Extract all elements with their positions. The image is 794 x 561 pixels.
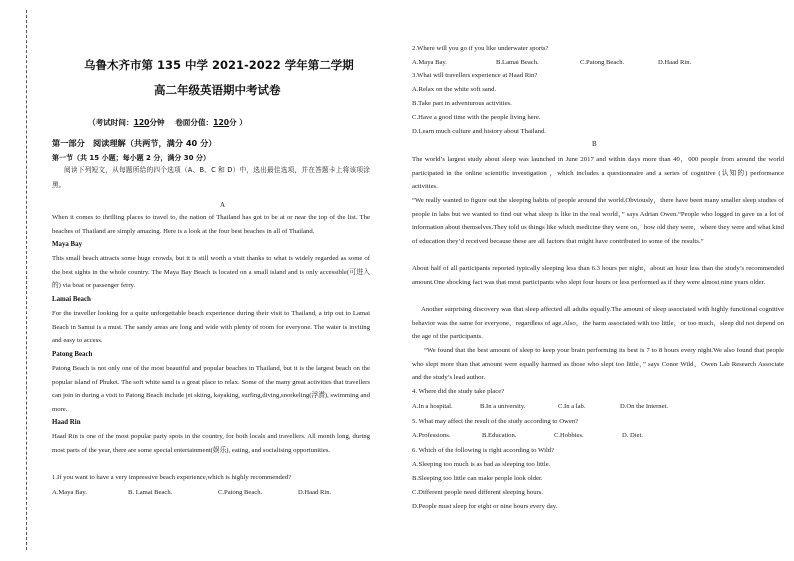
passage-a-intro: When it comes to thrilling places to travel to, the nation of Thailand has got to be at or near the top of the list. The beaches of Thailand are simply amazing. Here is a look at the four best beaches in all of Thailand.	[52, 214, 370, 235]
question-4-options	[412, 403, 668, 410]
question-6-stem: 6. Which of the following is right according to Wild?	[412, 447, 555, 454]
passage-b-paragraph-4: Another surprising discovery was that sleep affected all adults equally.The amount of sleep associated with highly functional cognitive behavior was the same for everyone，regardless of age.Also，the harm associated with too little，or too much，sleep did not depend on the age of the participants.	[412, 306, 784, 341]
question-4-stem: 4. Where did the study take place?	[412, 388, 505, 395]
question-3-option-c[interactable]: C.Have a good time with the people living here.	[412, 114, 541, 121]
question-5-stem: 5. What may affect the result of the study according to Owen?	[412, 418, 579, 425]
passage-b-paragraph-1: The world’s largest study about sleep was launched in June 2017 and within days more than 40，000 people from around the world participated in the online scientific investigation ，which includes a questionnaire and a series of cognitive (认知的) performance activities.	[412, 156, 784, 191]
part-title: 第一部分 阅读理解（共两节，满分 40 分）	[52, 138, 217, 148]
binding-dashed-line	[26, 10, 27, 550]
question-2-option-c[interactable]: C.Patong Beach.	[580, 59, 625, 66]
score-value: 120	[213, 118, 230, 127]
beach-text-patong: Patong Beach is not only one of the most beautiful and popular beaches in Thailand, but it is the largest beach on the popular island of Phuket. The soft white sand is a great place to relax. Some of the many great activities that travellers can join in during a visit to Patong Beach include jet skiing, kayaking, surfing,diving,snorkeling(浮潜), swimming and more.	[52, 365, 370, 414]
question-4-option-d[interactable]: D.On the Internet.	[620, 403, 668, 410]
sub-title: 第一节（共 15 小题；每小题 2 分，满分 30 分）	[52, 154, 210, 162]
beach-text-lamai: For the traveller looking for a quite unforgettable beach experience during their visit to Thailand, a trip out to Lamai Beach in Samui is a must. The sandy areas are long and wide with plenty of room for everyone. The water is inviting and easy to access.	[52, 310, 370, 345]
beach-heading-haad-rin: Haad Rin	[52, 419, 81, 426]
question-3-option-a[interactable]: A.Relax on the white soft sand.	[412, 86, 497, 93]
exam-time-unit: 分钟	[149, 118, 165, 127]
question-6-option-b[interactable]: B.Sleeping too little can make people look older.	[412, 475, 543, 482]
beach-text-haad-rin: Haad Rin is one of the most popular party spots in the country, for both locals and travellers. All month long, during most parts of the year, there are some special entertainment(娱乐), eating, and socialising opportunities.	[52, 433, 370, 454]
question-1-option-d[interactable]: D.Haad Rin.	[298, 489, 332, 496]
question-3-stem: 3.What will travellers experience at Haad Rin?	[412, 72, 538, 79]
exam-time-value: 120	[133, 118, 150, 127]
score-label: 卷面分值：	[175, 118, 214, 127]
exam-title-line2: 高二年级英语期中考试卷	[154, 83, 281, 97]
question-2-option-a[interactable]: A.Maya Bay.	[412, 59, 447, 66]
question-1-option-b[interactable]: B. Lamai Beach.	[128, 489, 173, 496]
question-5-option-d[interactable]: D. Diet.	[622, 432, 644, 439]
question-1-option-c[interactable]: C.Patong Beach.	[218, 489, 263, 496]
question-4-option-a[interactable]: A.In a hospital.	[412, 403, 453, 410]
question-5-option-b[interactable]: B.Education.	[482, 432, 517, 439]
question-5-option-a[interactable]: A.Professions.	[412, 432, 451, 439]
passage-b-label: B	[592, 140, 597, 148]
question-5-option-c[interactable]: C.Hobbies.	[554, 432, 584, 439]
score-unit: 分 ）	[229, 118, 247, 127]
beach-heading-maya-bay: Maya Bay	[52, 241, 83, 248]
exam-title-line1: 乌鲁木齐市第 135 中学 2021-2022 学年第二学期	[84, 58, 354, 72]
exam-info-line	[88, 117, 247, 128]
question-4-option-b[interactable]: B.In a university.	[480, 403, 526, 410]
question-3-option-d[interactable]: D.Learn much culture and history about Thailand.	[412, 128, 546, 135]
question-2-options	[412, 59, 691, 66]
binding-margin	[0, 0, 52, 561]
passage-a-label: A	[220, 201, 226, 209]
question-2-option-b[interactable]: B.Lamai Beach.	[496, 59, 539, 66]
question-1-stem: 1.If you want to have a very impressive beach experience,which is highly recommended?	[52, 474, 292, 481]
beach-heading-patong: Patong Beach	[52, 351, 93, 358]
question-4-option-c[interactable]: C.In a lab.	[558, 403, 586, 410]
question-2-stem: 2.Where will you go if you like underwater sports?	[412, 45, 549, 52]
passage-b-paragraph-3: About half of all participants reported typically sleeping less than 6.3 hours per night，about an hour less than the study’s recommended amount.One shocking fact was that most participants who slept four hours or less performed as if they were almost nine years older.	[412, 265, 784, 286]
question-2-option-d[interactable]: D.Haad Rin.	[658, 59, 692, 66]
instruction: 阅读下列短文，从每题所给的四个选项（A、B、C 和 D）中，选出最佳选项，并在答题卡上将该项涂黑。	[52, 166, 370, 189]
question-6-option-c[interactable]: C.Different people need different sleeping hours.	[412, 489, 544, 496]
beach-text-maya-bay: This small beach attracts some huge crowds, but it is still worth a visit thanks to what is widely regarded as some of the best sights in the whole country. The Maya Bay Beach is located on a small island and is only accessible(可进入的) via boat or passenger ferry.	[52, 255, 370, 290]
question-3-option-b[interactable]: B.Take part in adventurous activities.	[412, 100, 512, 107]
question-6-option-a[interactable]: A.Sleeping too much is as bad as sleeping too little.	[412, 461, 551, 468]
passage-b-paragraph-2: “We really wanted to figure out the sleeping habits of people around the world.Obviously，there have been many smaller sleep studies of people in labs but we wanted to find out what sleep is like in the real world，” says Adrian Owen.“People who logged in gave us a lot of information about themselves.They told us things like which medicine they were on，how old they were，where they were and what kind of education they’d received because these are all factors that might have contributed to some of the results.”	[412, 197, 784, 246]
question-5-options	[412, 432, 643, 439]
passage-b-paragraph-5: “We found that the best amount of sleep to keep your brain performing its best is 7 to 8 hours every night.We also found that people who slept more than that amount were equally harmed as those who slept too little，” says Conor Wild，Owen Lab Research Associate and the study’s lead author.	[412, 347, 784, 382]
question-1-options	[52, 489, 331, 496]
beach-heading-lamai: Lamai Beach	[52, 296, 91, 303]
question-6-option-d[interactable]: D.People must sleep for eight or nine hours every day.	[412, 503, 558, 510]
question-1-option-a[interactable]: A.Maya Bay.	[52, 489, 87, 496]
exam-time-label: （考试时间：	[88, 118, 134, 127]
